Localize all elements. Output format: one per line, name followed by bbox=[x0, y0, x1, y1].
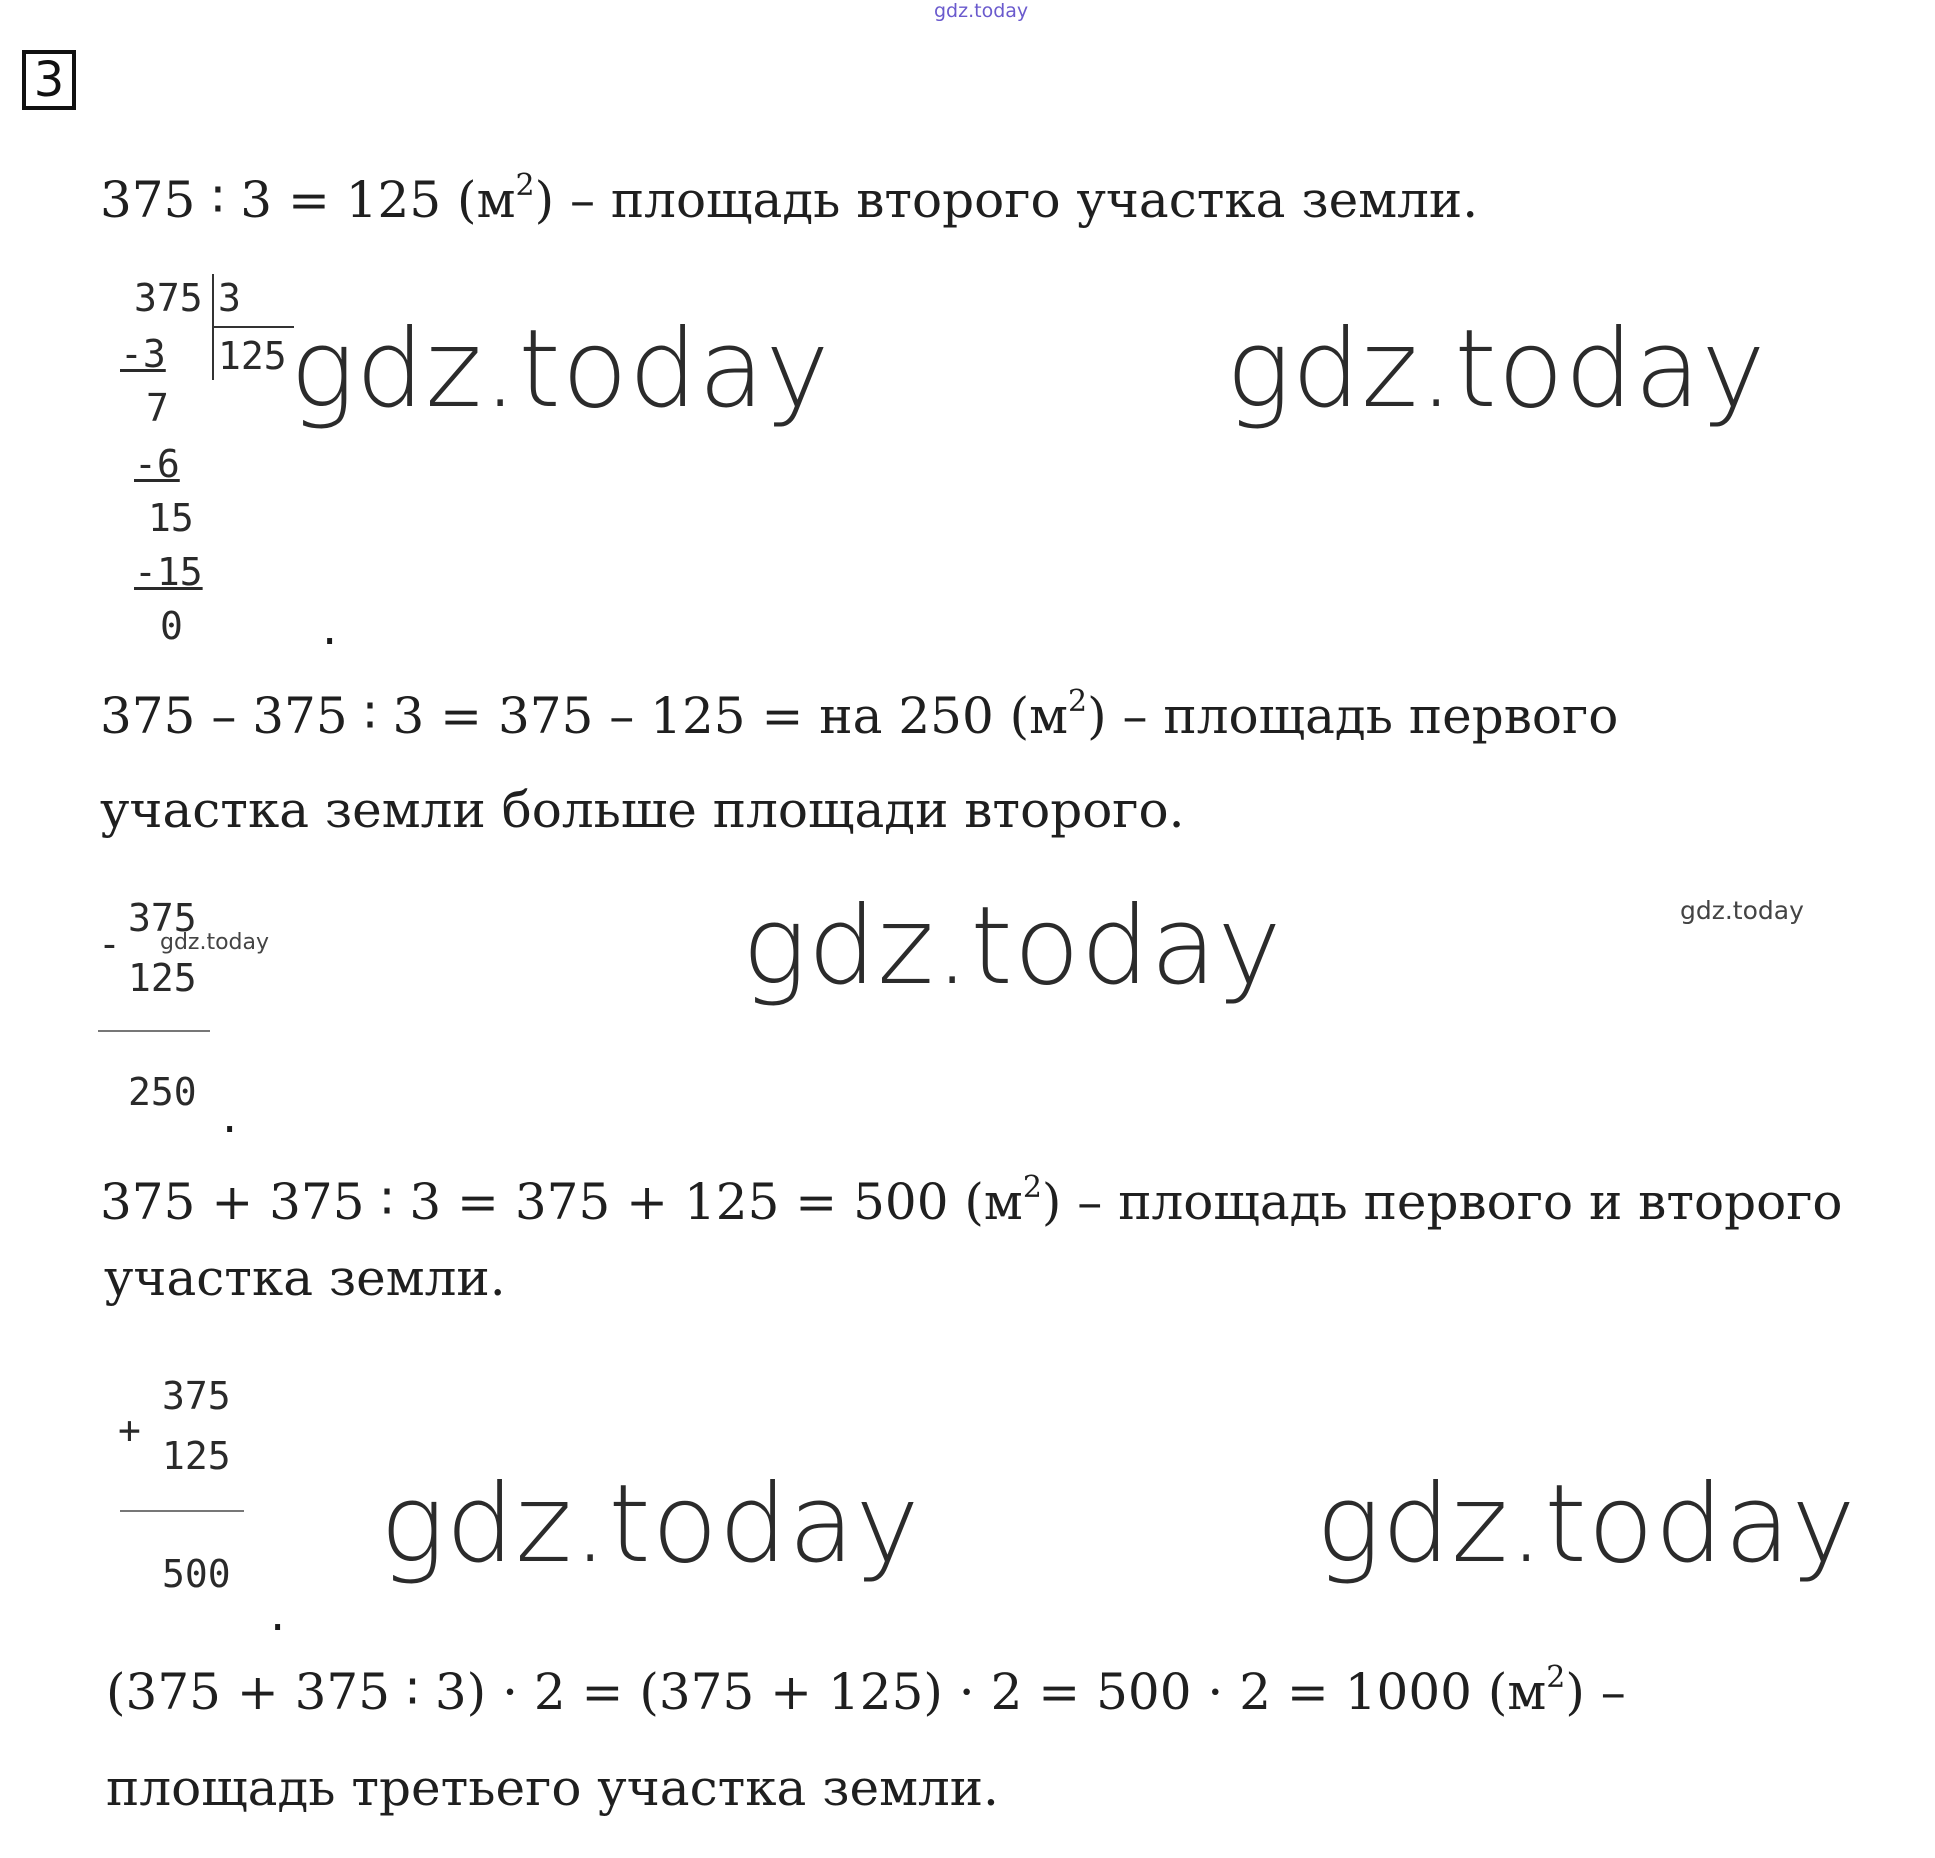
addition-bottom: 125 bbox=[162, 1434, 231, 1478]
superscript: 2 bbox=[515, 168, 535, 203]
division-step: -15 bbox=[134, 550, 203, 594]
watermark: gdz.today bbox=[1316, 1462, 1857, 1587]
equation-line-2-continuation: участка земли больше площади второго. bbox=[100, 781, 1185, 839]
watermark: gdz.today bbox=[290, 307, 831, 432]
addition-result: 500 bbox=[162, 1552, 231, 1596]
division-step: 0 bbox=[160, 604, 183, 648]
equation-text: 375 – 375 ∶ 3 = 375 – 125 = на 250 (м bbox=[100, 687, 1069, 745]
equation-line-4-continuation: площадь третьего участка земли. bbox=[106, 1759, 999, 1817]
superscript: 2 bbox=[1546, 1660, 1566, 1695]
watermark-small: gdz.today bbox=[1680, 896, 1804, 925]
division-step: 7 bbox=[146, 386, 169, 430]
equation-text: ) – площадь второго участка земли. bbox=[534, 171, 1479, 229]
subtraction-line bbox=[98, 1030, 210, 1032]
equation-text: ) – площадь первого bbox=[1087, 687, 1619, 745]
division-quotient: 125 bbox=[218, 334, 287, 378]
subtraction-result: 250 bbox=[128, 1070, 197, 1114]
addition-sign: + bbox=[118, 1408, 141, 1452]
watermark: gdz.today bbox=[1226, 307, 1767, 432]
superscript: 2 bbox=[1068, 684, 1088, 719]
addition-top: 375 bbox=[162, 1374, 231, 1418]
division-step: -3 bbox=[120, 332, 166, 376]
equation-text: 375 + 375 ∶ 3 = 375 + 125 = 500 (м bbox=[100, 1173, 1023, 1231]
division-dividend: 375 bbox=[134, 276, 203, 320]
division-horizontal-bar bbox=[214, 326, 294, 328]
division-step: 15 bbox=[148, 496, 194, 540]
watermark: gdz.today bbox=[742, 884, 1283, 1009]
period: . bbox=[322, 600, 338, 656]
equation-line-2 bbox=[100, 686, 1618, 746]
period: . bbox=[270, 1586, 286, 1642]
equation-text: ) – площадь первого и второго bbox=[1041, 1173, 1843, 1231]
equation-text: (375 + 375 ∶ 3) · 2 = (375 + 125) · 2 = 500 · 2 = 1000 (м bbox=[106, 1663, 1547, 1721]
addition-line bbox=[120, 1510, 244, 1512]
watermark-inline: gdz.today bbox=[160, 930, 270, 955]
subtraction-bottom: 125 bbox=[128, 956, 197, 1000]
equation-line-4 bbox=[106, 1662, 1626, 1722]
division-step: -6 bbox=[134, 442, 180, 486]
equation-line-3 bbox=[100, 1172, 1843, 1232]
equation-text: ) – bbox=[1565, 1663, 1626, 1721]
superscript: 2 bbox=[1022, 1170, 1042, 1205]
equation-line-1 bbox=[100, 170, 1478, 230]
watermark-top: gdz.today bbox=[934, 0, 1029, 22]
equation-line-3-continuation: участка земли. bbox=[104, 1249, 506, 1307]
equation-text: 375 ∶ 3 = 125 (м bbox=[100, 171, 516, 229]
division-divisor: 3 bbox=[218, 276, 241, 320]
watermark: gdz.today bbox=[380, 1462, 921, 1587]
subtraction-sign: - bbox=[98, 922, 121, 966]
task-number-box: 3 bbox=[22, 50, 76, 110]
subtraction-top: 375 bbox=[128, 896, 197, 940]
period: . bbox=[222, 1088, 238, 1144]
